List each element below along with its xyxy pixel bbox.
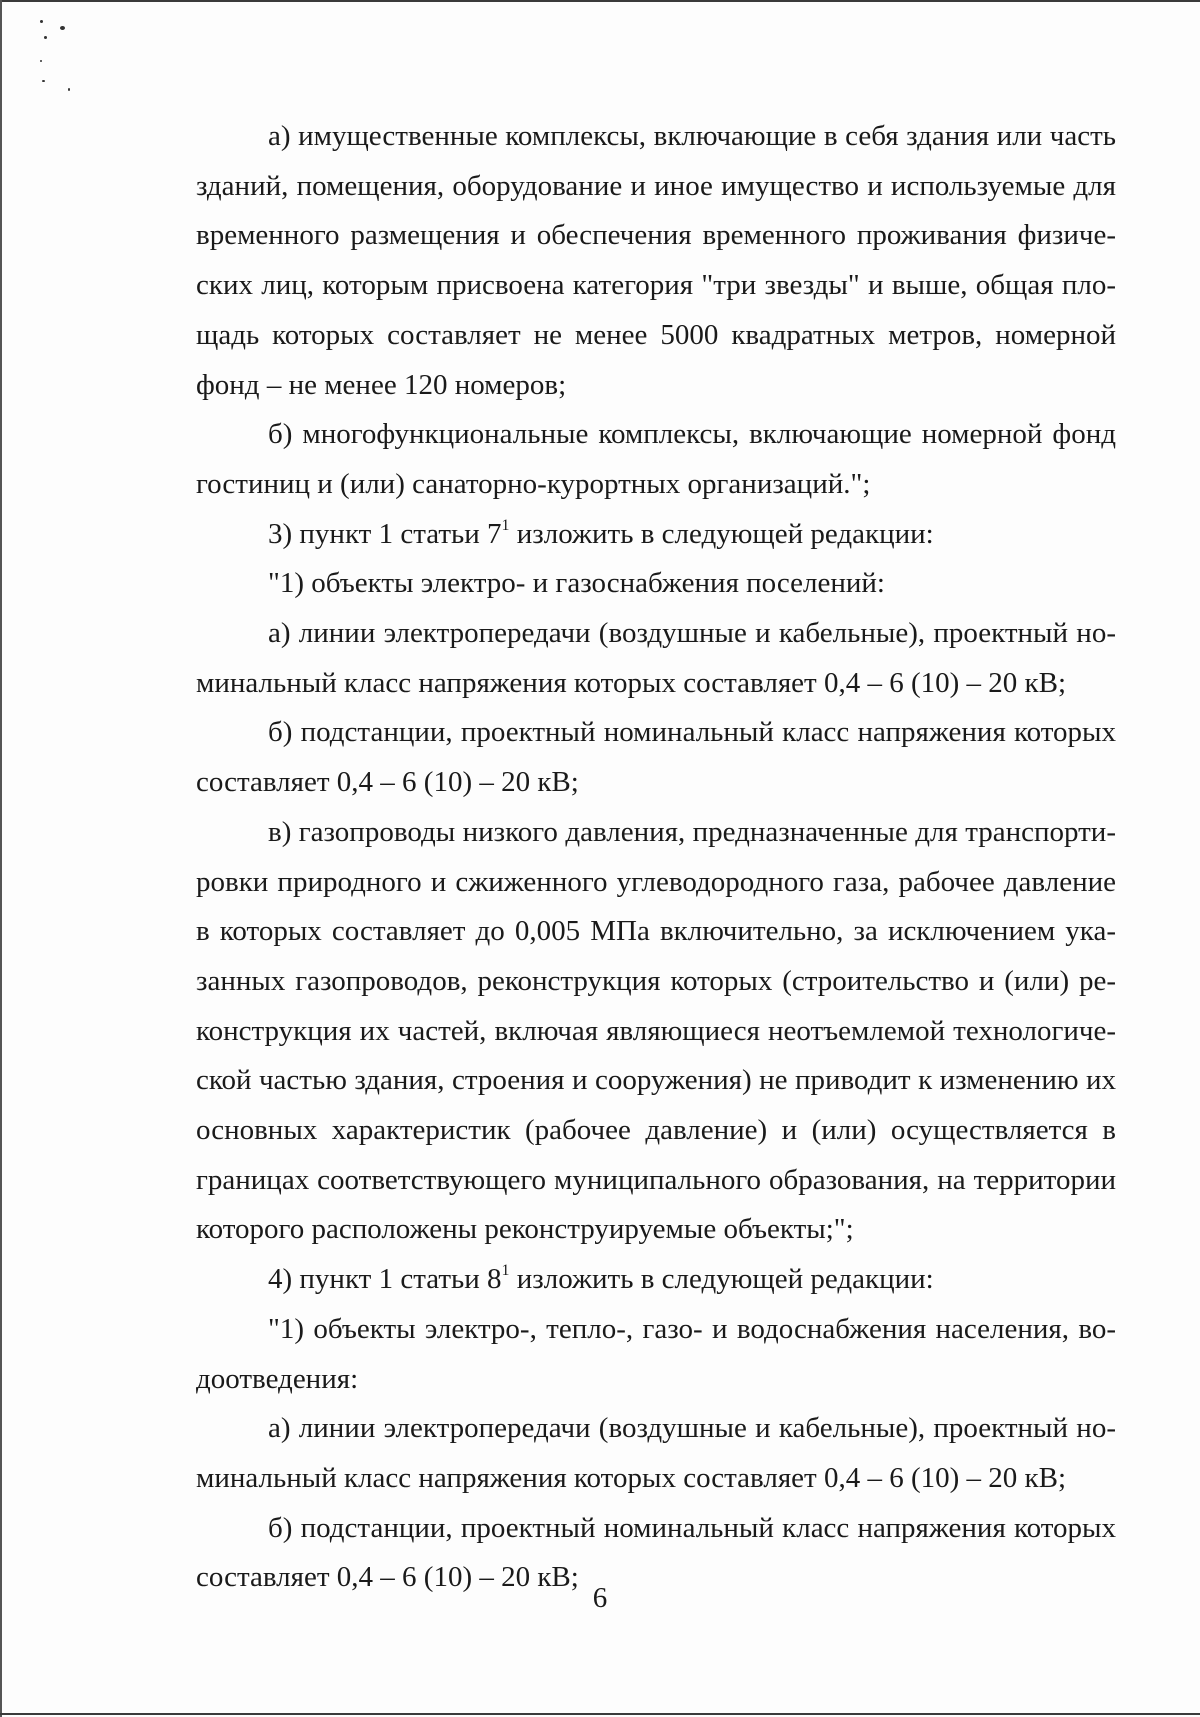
scan-edge-left (0, 0, 2, 1717)
document-body (196, 112, 1116, 1603)
paragraph-10: а) линии электропередачи (воздушные и кабельные), проектный номинальный класс напряжения которых составляет 0,4 – 6 (10) – 20 кВ; (196, 1412, 1116, 1494)
superscript: 1 (501, 1262, 510, 1280)
paragraph-3: 3) пункт 1 статьи $7^1$ изложить в следующей редакции: (268, 516, 934, 550)
paragraph-1: а) имущественные комплексы, включающие в себя здания или часть зданий, помещения, оборудование и иное имущество и используемые для временного размещения и обеспечения временного проживания физических лиц, которым присвоена категория "три звезды" и выше, общая площадь которых составляет не менее 5000 квадратных метров, номерной фонд – не менее 120 номеров; (196, 120, 1116, 401)
page-number: 6 (592, 1582, 608, 1614)
paragraph-4: "1) объекты электро- и газоснабжения поселений: (268, 567, 885, 600)
paragraph-6: б) подстанции, проектный номинальный класс напряжения которых составляет 0,4 – 6 (10) – 20 кВ; (196, 716, 1116, 799)
paragraph-9: "1) объекты электро-, тепло-, газо- и водоснабжения населения, водоотведения: (196, 1312, 1116, 1395)
paragraph-2: б) многофункциональные комплексы, включающие номерной фонд гостиниц и (или) санаторно-курортных организаций."; (196, 418, 1116, 500)
superscript: 1 (501, 516, 510, 534)
paragraph-8: 4) пункт 1 статьи $8^1$ изложить в следующей редакции: (268, 1262, 934, 1296)
scan-edge-bottom (0, 1713, 1200, 1715)
paragraph-11: б) подстанции, проектный номинальный класс напряжения которых составляет 0,4 – 6 (10) – 20 кВ; (196, 1511, 1116, 1594)
scan-edge-top (0, 0, 1200, 2)
paragraph-5: а) линии электропередачи (воздушные и кабельные), проектный номинальный класс напряжения которых составляет 0,4 – 6 (10) – 20 кВ; (196, 617, 1116, 699)
paragraph-7: в) газопроводы низкого давления, предназначенные для транспортировки природного и сжиженного углеводородного газа, рабочее давление в которых составляет до 0,005 МПа включительно, за исключением указанных газопроводов, реконструкция которых (строительство и (или) реконструкция их частей, включая являющиеся неотъемлемой технологической частью здания, строения и сооружения) не приводит к изменению их основных характеристик (рабочее давление) и (или) осуществляется в границах соответствующего муниципального образования, на территории которого расположены реконструируемые объекты;"; (196, 815, 1116, 1246)
